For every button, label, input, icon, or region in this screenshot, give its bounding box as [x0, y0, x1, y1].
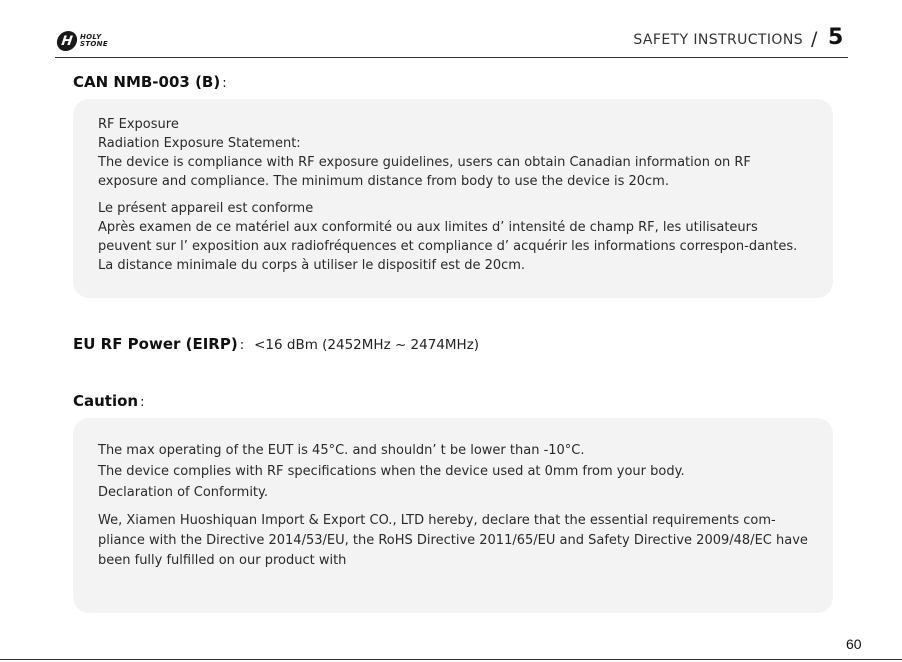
logo-mark-icon: H: [56, 31, 79, 51]
can-heading-text: CAN NMB-003 (B): [73, 73, 221, 91]
rf-exposure-line: RF Exposure: [98, 117, 179, 132]
compliance-fr-paragraph: Après examen de ce matériel aux conformité ou aux limites d’ intensité de champ RF, les utilisateurs peuvent sur l’ exposition aux radiofréquences et compliance d’ acquérir les informations correspon-dantes. La distance minimale du corps à utiliser le dispositif est de 20cm.: [98, 220, 798, 273]
caution-heading-text: Caution: [73, 392, 139, 410]
page-number: 60: [846, 636, 862, 652]
footer-divider: [0, 659, 902, 660]
eu-power-heading: [73, 335, 479, 353]
caution-colon: :: [140, 395, 145, 410]
radiation-statement-line: Radiation Exposure Statement:: [98, 136, 301, 151]
section-title: SAFETY INSTRUCTIONS: [633, 32, 803, 48]
brand-logo: [57, 29, 108, 53]
logo-line-1: HOLY: [80, 33, 102, 41]
can-statement-text: [98, 115, 810, 275]
eu-power-value: <16 dBm (2452MHz ~ 2474MHz): [254, 337, 480, 353]
logo-line-2: STONE: [80, 40, 108, 48]
can-heading: [73, 73, 227, 91]
rf-spec-line: The device complies with RF specifications when the device used at 0mm from your body.: [98, 464, 685, 479]
caution-text: [98, 440, 810, 571]
conforme-line: Le présent appareil est conforme: [98, 201, 314, 216]
section-separator: /: [811, 28, 818, 50]
caution-box: [73, 418, 833, 613]
can-heading-colon: :: [222, 76, 227, 91]
eu-power-colon: :: [239, 338, 245, 353]
compliance-en-paragraph: The device is compliance with RF exposure guidelines, users can obtain Canadian information on RF exposure and compliance. The minimum distance from body to use the device is 20cm.: [98, 155, 751, 189]
declaration-title-line: Declaration of Conformity.: [98, 485, 269, 500]
section-page-number: 5: [828, 25, 844, 50]
eu-power-heading-text: EU RF Power (EIRP): [73, 335, 238, 353]
operating-temp-line: The max operating of the EUT is 45°C. and shouldn’ t be lower than -10°C.: [98, 443, 585, 458]
caution-heading: [73, 392, 145, 410]
logo-wordmark: [80, 34, 108, 48]
declaration-paragraph: We, Xiamen Huoshiquan Import & Export CO., LTD hereby, declare that the essential requirements com-pliance with the Directive 2014/53/EU, the RoHS Directive 2011/65/EU and Safety Directive 2009/48/EC have been fully fulfilled on our product with: [98, 513, 808, 568]
header-divider: [55, 57, 848, 58]
can-statement-box: [73, 99, 833, 298]
